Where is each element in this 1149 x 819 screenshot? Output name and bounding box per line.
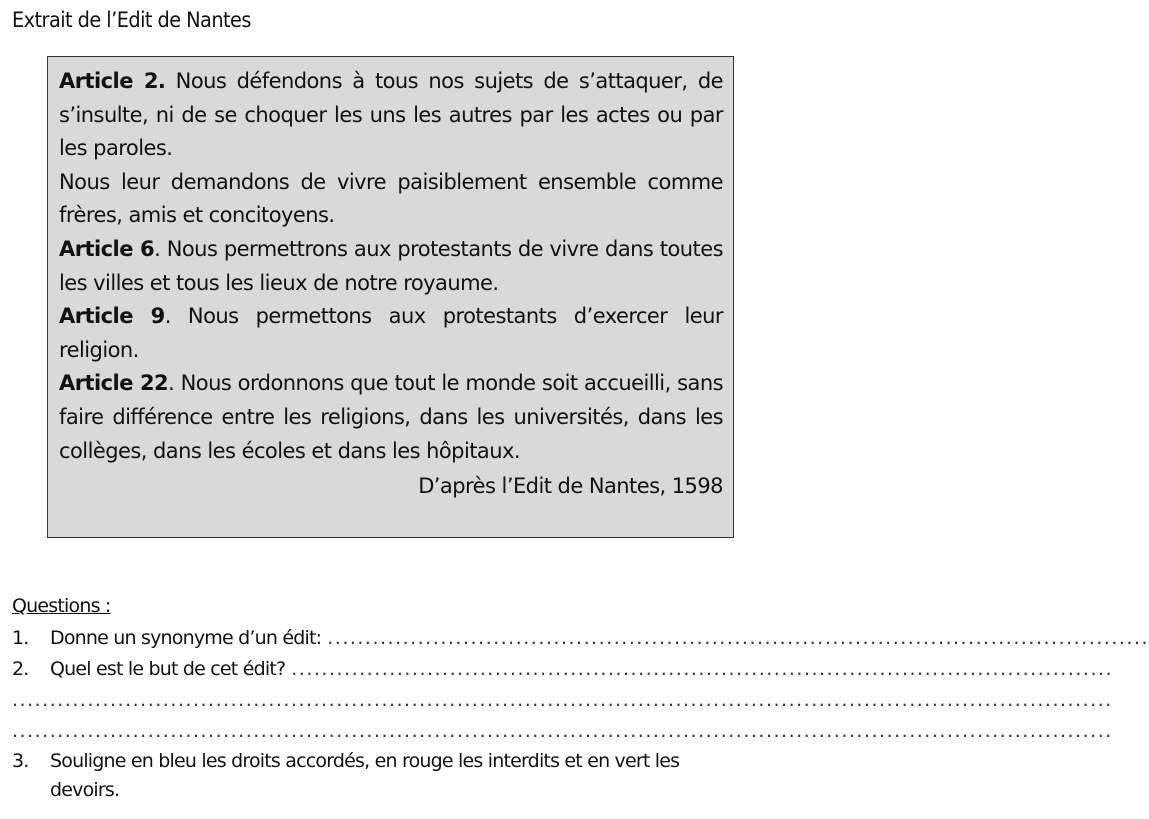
article-22-label: Article 22 xyxy=(59,371,169,396)
question-1-answer-line[interactable]: ............................................................................................................. xyxy=(327,627,1149,649)
question-3-text: Souligne en bleu les droits accordés, en rouge les interdits et en vert les devoirs. xyxy=(50,750,680,801)
source-credit: D’après l’Edit de Nantes, 1598 xyxy=(418,474,723,499)
article-6-label: Article 6 xyxy=(59,236,155,261)
article-6-text: . Nous permettrons aux protestants de vivre dans toutes les villes et tous les lieux de notre royaume. xyxy=(59,236,723,295)
question-3-number: 3. xyxy=(12,750,29,772)
article-9-label: Article 9 xyxy=(59,304,165,329)
document-title: Extrait de l’Edit de Nantes xyxy=(12,8,251,32)
article-2-label: Article 2. xyxy=(59,69,166,93)
article-2-paragraph xyxy=(59,65,723,166)
question-2-answer-line-2[interactable]: .................................................................................................................................................. xyxy=(12,689,1113,711)
article-6-paragraph xyxy=(59,233,723,300)
questions-heading: Questions : xyxy=(12,595,111,617)
question-2-answer-line-3[interactable]: .................................................................................................................................................. xyxy=(12,720,1113,742)
question-3 xyxy=(12,747,738,805)
question-1-number: 1. xyxy=(12,627,29,649)
question-2-text: Quel est le but de cet édit? xyxy=(50,658,286,680)
source-excerpt-box xyxy=(47,56,734,538)
article-22-paragraph xyxy=(59,367,723,468)
question-2 xyxy=(12,654,1114,685)
question-1 xyxy=(12,623,1149,654)
article-2-continuation: Nous leur demandons de vivre paisiblement ensemble comme frères, amis et concitoyens. xyxy=(59,169,723,228)
article-2-text: Nous défendons à tous nos sujets de s’attaquer, de s’insulte, ni de se choquer les uns les autres par les actes ou par les paroles. xyxy=(59,69,723,161)
article-9-text: . Nous permettons aux protestants d’exercer leur religion. xyxy=(59,304,723,362)
article-9-paragraph xyxy=(59,300,723,367)
question-2-answer-line[interactable]: ............................................................................................................. xyxy=(291,658,1114,680)
question-2-number: 2. xyxy=(12,658,29,680)
questions-section xyxy=(12,591,1149,805)
question-1-text: Donne un synonyme d’un édit: xyxy=(50,627,322,649)
article-22-text: . Nous ordonnons que tout le monde soit accueilli, sans faire différence entre les religions, dans les universités, dans les collèges, dans les écoles et dans les hôpitaux. xyxy=(59,371,723,463)
